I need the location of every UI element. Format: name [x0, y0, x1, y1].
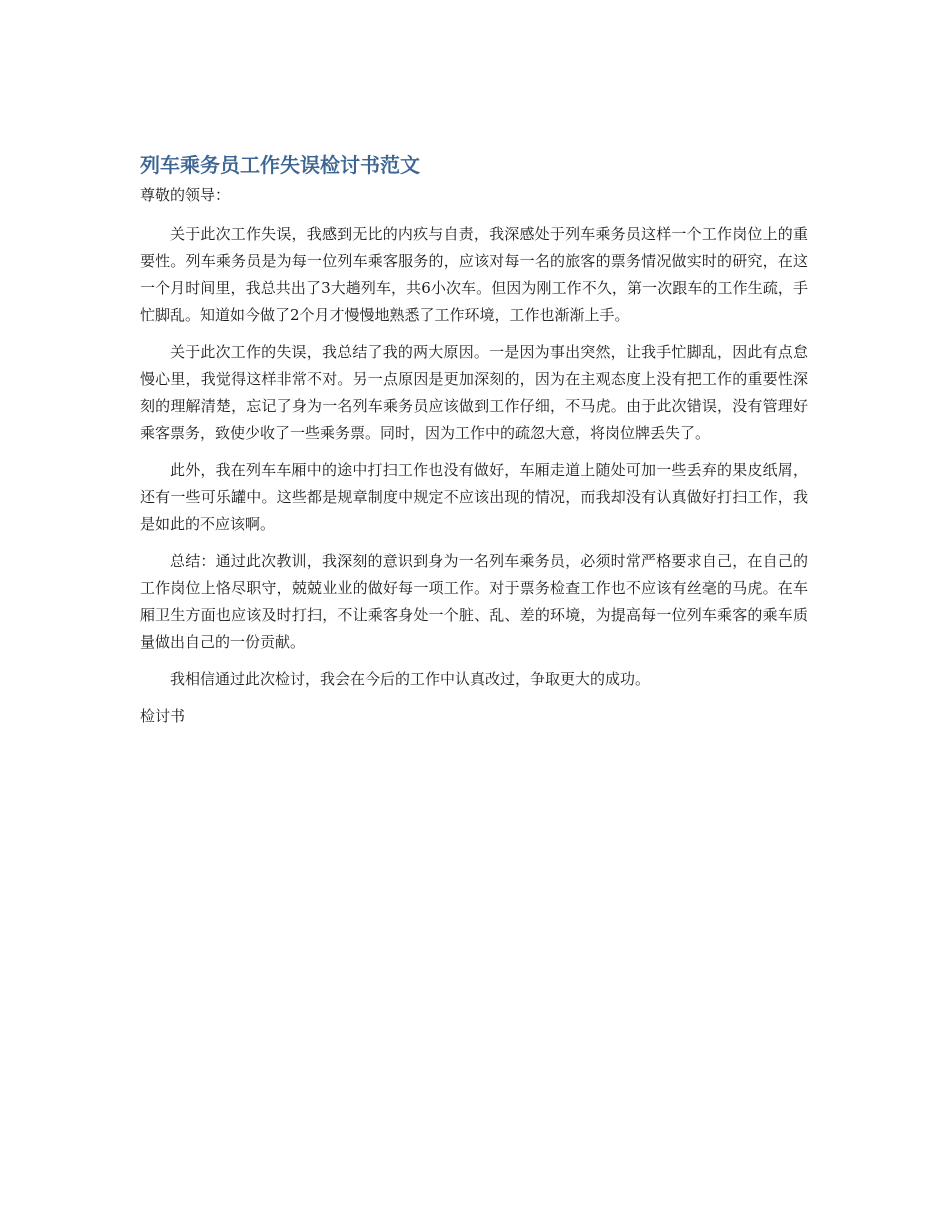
salutation: 尊敬的领导：: [140, 186, 231, 204]
paragraph-3: 此外，我在列车车厢中的途中打扫工作也没有做好，车厢走道上随处可加一些丢弃的果皮纸屑，还有一些可乐罐中。这些都是规章制度中规定不应该出现的情况，而我却没有认真做好打扫工作，我是如此的不应该啊。: [140, 461, 808, 533]
document-title: 列车乘务员工作失误检讨书范文: [140, 153, 420, 177]
paragraph-4: 总结：通过此次教训，我深刻的意识到身为一名列车乘务员，必须时常严格要求自己，在自己的工作岗位上恪尽职守，兢兢业业的做好每一项工作。对于票务检查工作也不应该有丝毫的马虎。在车厢卫生方面也应该及时打扫，不让乘客身处一个脏、乱、差的环境，为提高每一位列车乘客的乘车质量做出自己的一份贡献。: [140, 552, 808, 651]
paragraph-2: 关于此次工作的失误，我总结了我的两大原因。一是因为事出突然，让我手忙脚乱，因此有点怠慢心里，我觉得这样非常不对。另一点原因是更加深刻的，因为在主观态度上没有把工作的重要性深刻的理解清楚，忘记了身为一名列车乘务员应该做到工作仔细，不马虎。由于此次错误，没有管理好乘客票务，致使少收了一些乘务票。同时，因为工作中的疏忽大意，将岗位牌丢失了。: [140, 343, 808, 442]
paragraph-1: 关于此次工作失误，我感到无比的内疚与自责，我深感处于列车乘务员这样一个工作岗位上的重要性。列车乘务员是为每一位列车乘客服务的，应该对每一名的旅客的票务情况做实时的研究，在这一个月时间里，我总共出了3大趟列车，共6小次车。但因为刚工作不久，第一次跟车的工作生疏，手忙脚乱。知道如今做了2个月才慢慢地熟悉了工作环境，工作也渐渐上手。: [140, 225, 808, 324]
document-content: [140, 150, 808, 730]
paragraph-5: 我相信通过此次检讨，我会在今后的工作中认真改过，争取更大的成功。: [170, 670, 651, 688]
closing-label: 检讨书: [140, 707, 186, 725]
